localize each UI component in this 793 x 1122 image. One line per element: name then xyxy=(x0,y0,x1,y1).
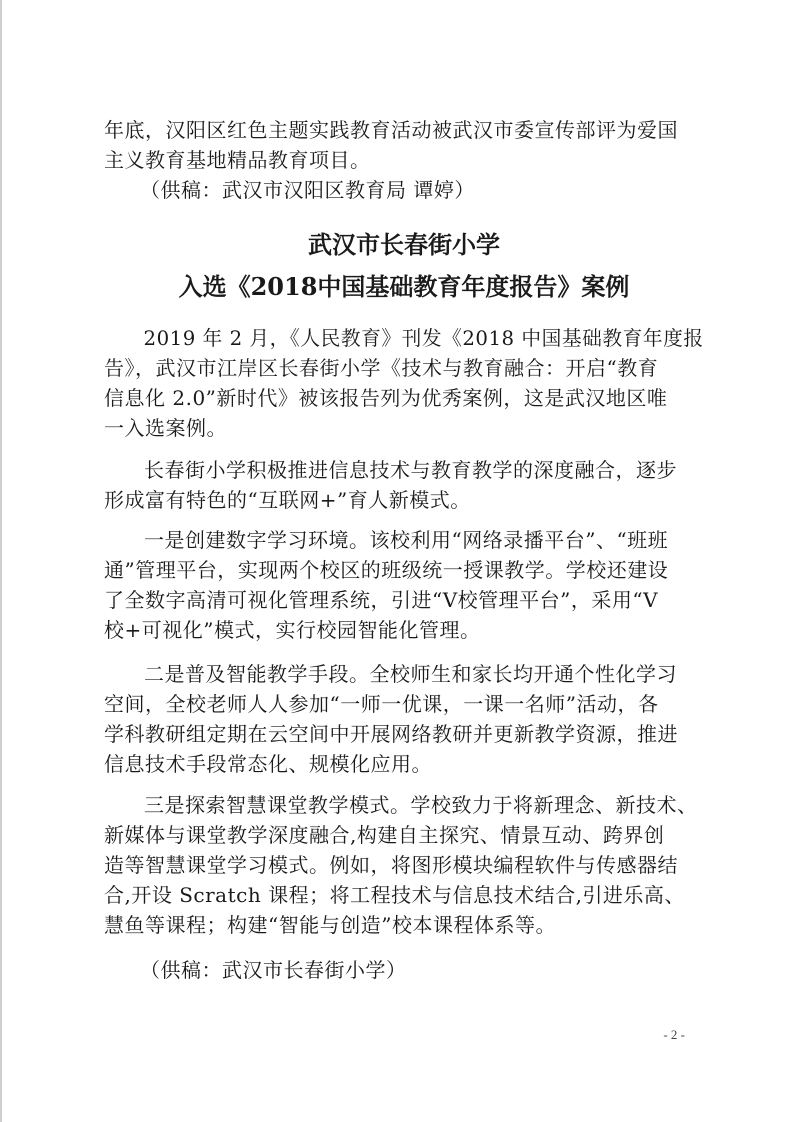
page-number: - 2 - xyxy=(663,1027,685,1042)
article-paragraph-3 xyxy=(104,525,704,645)
text-line: 学科教研组定期在云空间中开展网络教研并更新教学资源，推进 xyxy=(104,722,678,746)
text-line: 告》，武汉市江岸区长春街小学《技术与教育融合：开启“教育 xyxy=(104,356,659,380)
article-credit: （供稿：武汉市长春街小学） xyxy=(140,958,407,982)
text-line: 通”管理平台，实现两个校区的班级统一授课教学。学校还建设 xyxy=(104,558,669,582)
scan-edge xyxy=(0,0,2,1122)
text-line: 形成富有特色的“互联网+”育人新模式。 xyxy=(104,488,471,512)
text-line: 造等智慧课堂学习模式。例如，将图形模块编程软件与传感器结 xyxy=(104,853,678,877)
article-paragraph-5 xyxy=(104,790,704,940)
text-line: 信息技术手段常态化、规模化应用。 xyxy=(104,752,432,776)
text-line: 2019 年 2 月，《人民教育》刊发《2018 中国基础教育年度报 xyxy=(143,326,704,350)
text-line: 年底，汉阳区红色主题实践教育活动被武汉市委宣传部评为爱国 xyxy=(104,118,678,142)
article-paragraph-4 xyxy=(104,659,704,779)
text-line: 一入选案例。 xyxy=(104,416,227,440)
text-line: 慧鱼等课程；构建“智能与创造”校本课程体系等。 xyxy=(104,913,556,937)
text-line: 校+可视化”模式，实行校园智能化管理。 xyxy=(104,618,481,642)
text-line: 二是普及智能教学手段。全校师生和家长均开通个性化学习 xyxy=(144,662,677,686)
text-line: 空间，全校老师人人参加“一师一优课，一课一名师”活动，各 xyxy=(104,692,659,716)
article-paragraph-1 xyxy=(104,323,704,443)
text-line: 一是创建数字学习环境。该校利用“网络录播平台”、“班班 xyxy=(144,528,669,552)
text-line: 三是探索智慧课堂教学模式。学校致力于将新理念、新技术、 xyxy=(144,793,698,817)
intro-credit: （供稿：武汉市汉阳区教育局 谭婷） xyxy=(140,178,475,202)
text-line: 了全数字高清可视化管理系统，引进“V校管理平台”，采用“V xyxy=(104,588,659,612)
article-title-line1: 武汉市长春街小学 xyxy=(308,230,500,259)
text-line: 长春街小学积极推进信息技术与教育教学的深度融合，逐步 xyxy=(144,458,677,482)
article-paragraph-2 xyxy=(104,455,704,515)
article-title-line2: 入选《2018中国基础教育年度报告》案例 xyxy=(178,272,630,301)
text-line: 合,开设 Scratch 课程；将工程技术与信息技术结合,引进乐高、 xyxy=(104,883,685,907)
text-line: 主义教育基地精品教育项目。 xyxy=(104,148,371,172)
text-line: 新媒体与课堂教学深度融合,构建自主探究、情景互动、跨界创 xyxy=(104,823,665,847)
text-line: 信息化 2.0”新时代》被该报告列为优秀案例，这是武汉地区唯 xyxy=(104,386,668,410)
intro-paragraph xyxy=(104,115,704,175)
